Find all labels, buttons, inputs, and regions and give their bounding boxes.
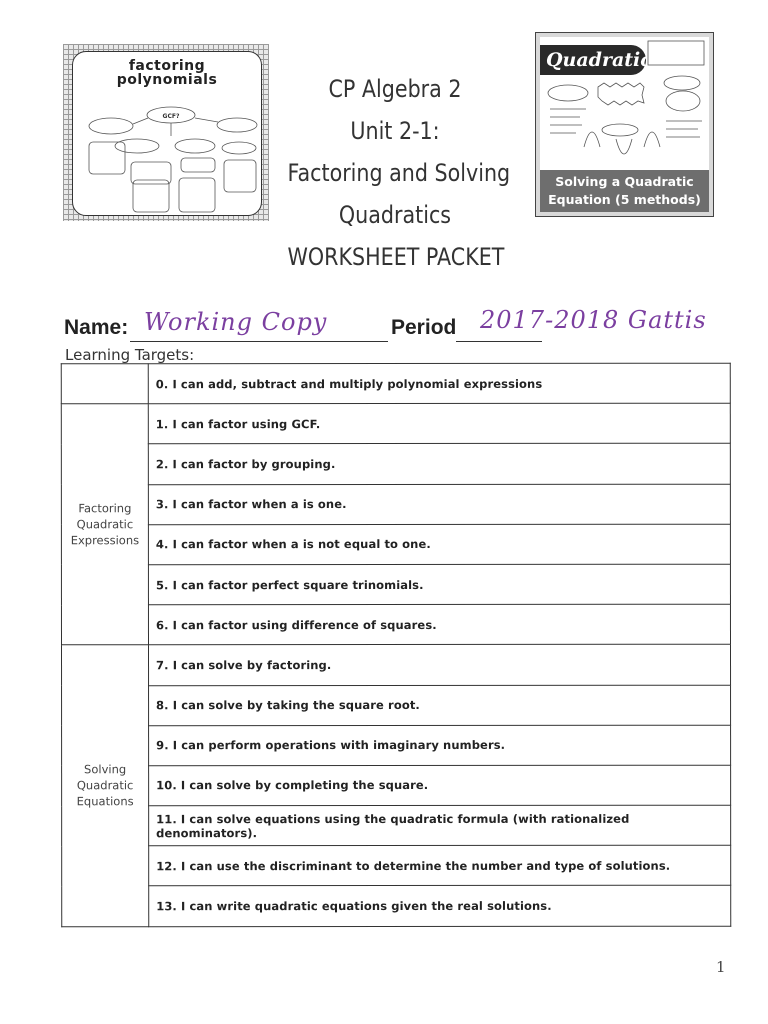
title-unit: Unit 2-1: bbox=[350, 117, 440, 145]
title-topic-line-1: Factoring and Solving bbox=[287, 159, 511, 187]
table-row bbox=[62, 725, 731, 766]
table-row bbox=[62, 886, 731, 927]
thumbnail-title-line-2: polynomials bbox=[116, 72, 218, 88]
table-row bbox=[62, 645, 731, 686]
solving-quadratic-thumbnail bbox=[535, 32, 714, 217]
factoring-polynomials-thumbnail bbox=[63, 44, 269, 221]
name-period-row bbox=[64, 306, 744, 350]
category-solving-line-2: Quadratic bbox=[76, 778, 134, 793]
flowchart-diagram bbox=[73, 52, 261, 215]
category-solving-line-1: Solving bbox=[84, 762, 127, 777]
title-packet: WORKSHEET PACKET bbox=[287, 243, 505, 271]
target-13: 13. I can write quadratic equations given the real solutions. bbox=[149, 886, 731, 927]
category-factoring-line-3: Expressions bbox=[70, 533, 140, 548]
thumbnail-title-line-1: factoring bbox=[128, 58, 206, 74]
quadratic-banner: Quadratic bbox=[540, 45, 646, 75]
target-10: 10. I can solve by completing the square. bbox=[149, 765, 731, 806]
title-course: CP Algebra 2 bbox=[328, 75, 462, 103]
table-row bbox=[62, 845, 731, 886]
category-cell-blank bbox=[61, 364, 148, 404]
table-row bbox=[61, 524, 730, 565]
table-row bbox=[62, 805, 731, 846]
target-6: 6. I can factor using difference of squares. bbox=[148, 604, 730, 645]
category-factoring-line-2: Quadratic bbox=[76, 517, 134, 532]
table-row bbox=[61, 604, 730, 645]
target-11: 11. I can solve equations using the quadratic formula (with rationalized denominators). bbox=[149, 805, 731, 846]
target-7: 7. I can solve by factoring. bbox=[149, 645, 731, 686]
name-underline bbox=[130, 341, 388, 342]
table-row bbox=[61, 403, 730, 444]
target-4: 4. I can factor when a is not equal to one. bbox=[148, 524, 730, 565]
target-2: 2. I can factor by grouping. bbox=[148, 444, 730, 485]
page-number: 1 bbox=[716, 958, 726, 976]
table-row bbox=[62, 765, 731, 806]
table-row bbox=[62, 685, 731, 726]
period-label: Period bbox=[391, 316, 457, 339]
quadratic-methods-doodle bbox=[540, 37, 709, 172]
category-factoring-line-1: Factoring bbox=[78, 501, 132, 516]
name-handwritten: Working Copy bbox=[144, 308, 328, 336]
target-0: 0. I can add, subtract and multiply polynomial expressions bbox=[148, 363, 730, 404]
quadratic-thumbnail-footer bbox=[540, 170, 709, 212]
learning-targets-table bbox=[61, 363, 731, 927]
learning-targets-label: Learning Targets: bbox=[65, 346, 195, 364]
target-1: 1. I can factor using GCF. bbox=[148, 403, 730, 444]
category-solving bbox=[62, 645, 149, 926]
worksheet-title bbox=[287, 68, 511, 278]
table-row bbox=[61, 444, 730, 485]
table-row bbox=[61, 564, 730, 605]
target-3: 3. I can factor when a is one. bbox=[148, 484, 730, 525]
target-8: 8. I can solve by taking the square root. bbox=[149, 685, 731, 726]
category-solving-line-3: Equations bbox=[76, 794, 134, 809]
target-9: 9. I can perform operations with imaginary numbers. bbox=[149, 725, 731, 766]
footer-line-2: Equation (5 methods) bbox=[548, 192, 701, 207]
target-12: 12. I can use the discriminant to determine the number and type of solutions. bbox=[149, 845, 731, 886]
table-row bbox=[61, 363, 730, 404]
category-factoring bbox=[61, 404, 148, 645]
quadratic-thumbnail-inner bbox=[540, 37, 709, 212]
title-topic-line-2: Quadratics bbox=[338, 201, 452, 229]
flowchart-gcf-label: GCF? bbox=[162, 113, 180, 120]
factoring-flowchart-card bbox=[72, 51, 262, 216]
period-underline bbox=[456, 341, 542, 342]
footer-line-1: Solving a Quadratic bbox=[555, 174, 694, 189]
name-label: Name: bbox=[64, 316, 129, 339]
table-row bbox=[61, 484, 730, 525]
target-5: 5. I can factor perfect square trinomials. bbox=[148, 564, 730, 605]
period-handwritten: 2017-2018 Gattis bbox=[480, 306, 707, 334]
